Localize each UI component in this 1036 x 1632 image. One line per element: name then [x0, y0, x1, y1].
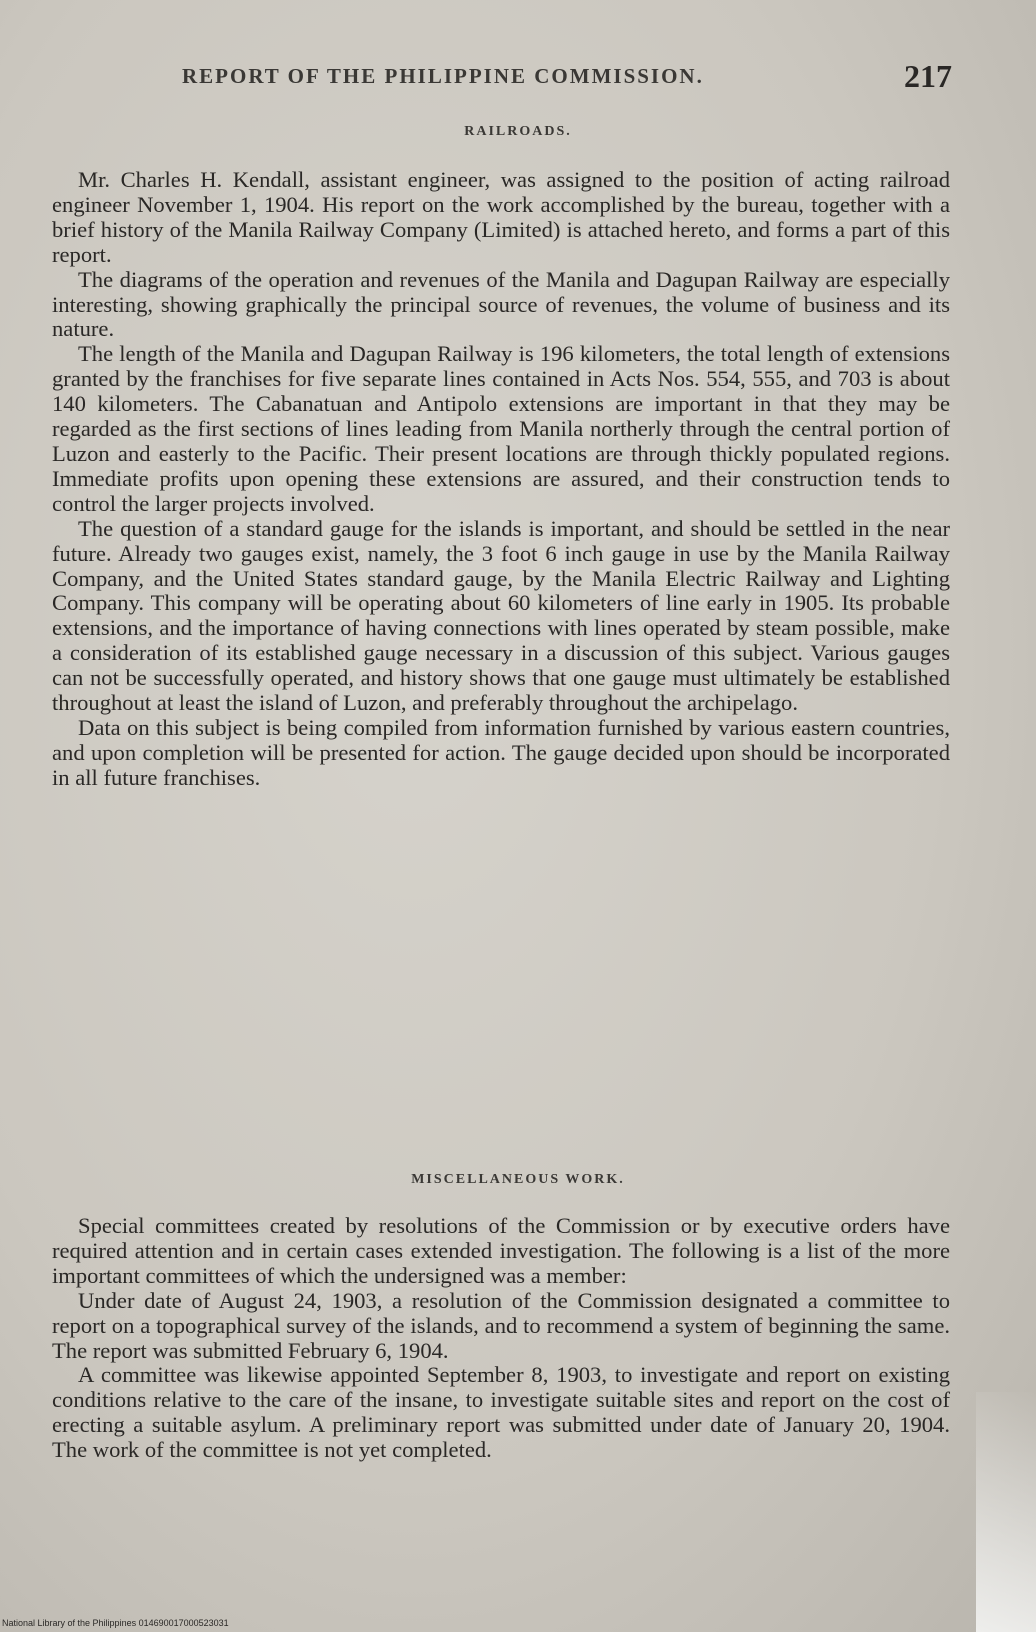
section-heading-railroads: RAILROADS.: [464, 124, 572, 139]
footer-credit: National Library of the Philippines 014690017000523031: [2, 1618, 229, 1628]
running-title: REPORT OF THE PHILIPPINE COMMISSION.: [182, 64, 704, 88]
railroads-body: [52, 168, 950, 791]
paragraph: The length of the Manila and Dagupan Railway is 196 kilometers, the total length of extensions granted by the franchises for five separate lines contained in Acts Nos. 554, 555, and 703 is about 140 kilometers. The Cabanatuan and Antipolo extensions are important in that they may be regarded as the first sections of lines leading from Manila northerly through the central portion of Luzon and easterly to the Pacific. Their present locations are through thickly populated regions. Immediate profits upon opening these extensions are assured, and their construction tends to control the larger projects involved.: [52, 341, 950, 516]
paragraph: The question of a standard gauge for the islands is important, and should be settled in the near future. Already two gauges exist, namely, the 3 foot 6 inch gauge in use by the Manila Railway Company, and the United States standard gauge, by the Manila Electric Railway and Lighting Company. This company will be operating about 60 kilometers of line early in 1905. Its probable extensions, and the importance of having connections with lines operated by steam possible, make a consideration of its established gauge necessary in a discussion of this subject. Various gauges can not be successfully operated, and history shows that one gauge must ultimately be established throughout at least the island of Luzon, and preferably throughout the archipelago.: [52, 515, 950, 716]
section-heading-miscellaneous: MISCELLANEOUS WORK.: [411, 1172, 625, 1187]
paragraph: Data on this subject is being compiled from information furnished by various eastern countries, and upon completion will be presented for action. The gauge decided upon should be incorporated in all future franchises.: [52, 714, 950, 790]
page-edge-highlight: [976, 1392, 1036, 1632]
running-head: [182, 60, 952, 100]
miscellaneous-body: [52, 1214, 950, 1463]
paragraph: Special committees created by resolutions of the Commission or by executive orders have required attention and in certain cases extended investigation. The following is a list of the more important committees of which the undersigned was a member:: [52, 1213, 950, 1288]
paragraph: Mr. Charles H. Kendall, assistant engineer, was assigned to the position of acting railroad engineer November 1, 1904. His report on the work accomplished by the bureau, together with a brief history of the Manila Railway Company (Limited) is attached hereto, and forms a part of this report.: [52, 167, 950, 267]
paragraph: Under date of August 24, 1903, a resolution of the Commission designated a committee to report on a topographical survey of the islands, and to recommend a system of beginning the same. The report was submitted February 6, 1904.: [52, 1287, 950, 1363]
page-number: 217: [904, 58, 952, 94]
paragraph: The diagrams of the operation and revenues of the Manila and Dagupan Railway are especially interesting, showing graphically the principal source of revenues, the volume of business and its nature.: [52, 266, 950, 342]
paragraph: A committee was likewise appointed September 8, 1903, to investigate and report on existing conditions relative to the care of the insane, to investigate suitable sites and report on the cost of erecting a suitable asylum. A preliminary report was submitted under date of January 20, 1904. The work of the committee is not yet completed.: [52, 1362, 950, 1463]
